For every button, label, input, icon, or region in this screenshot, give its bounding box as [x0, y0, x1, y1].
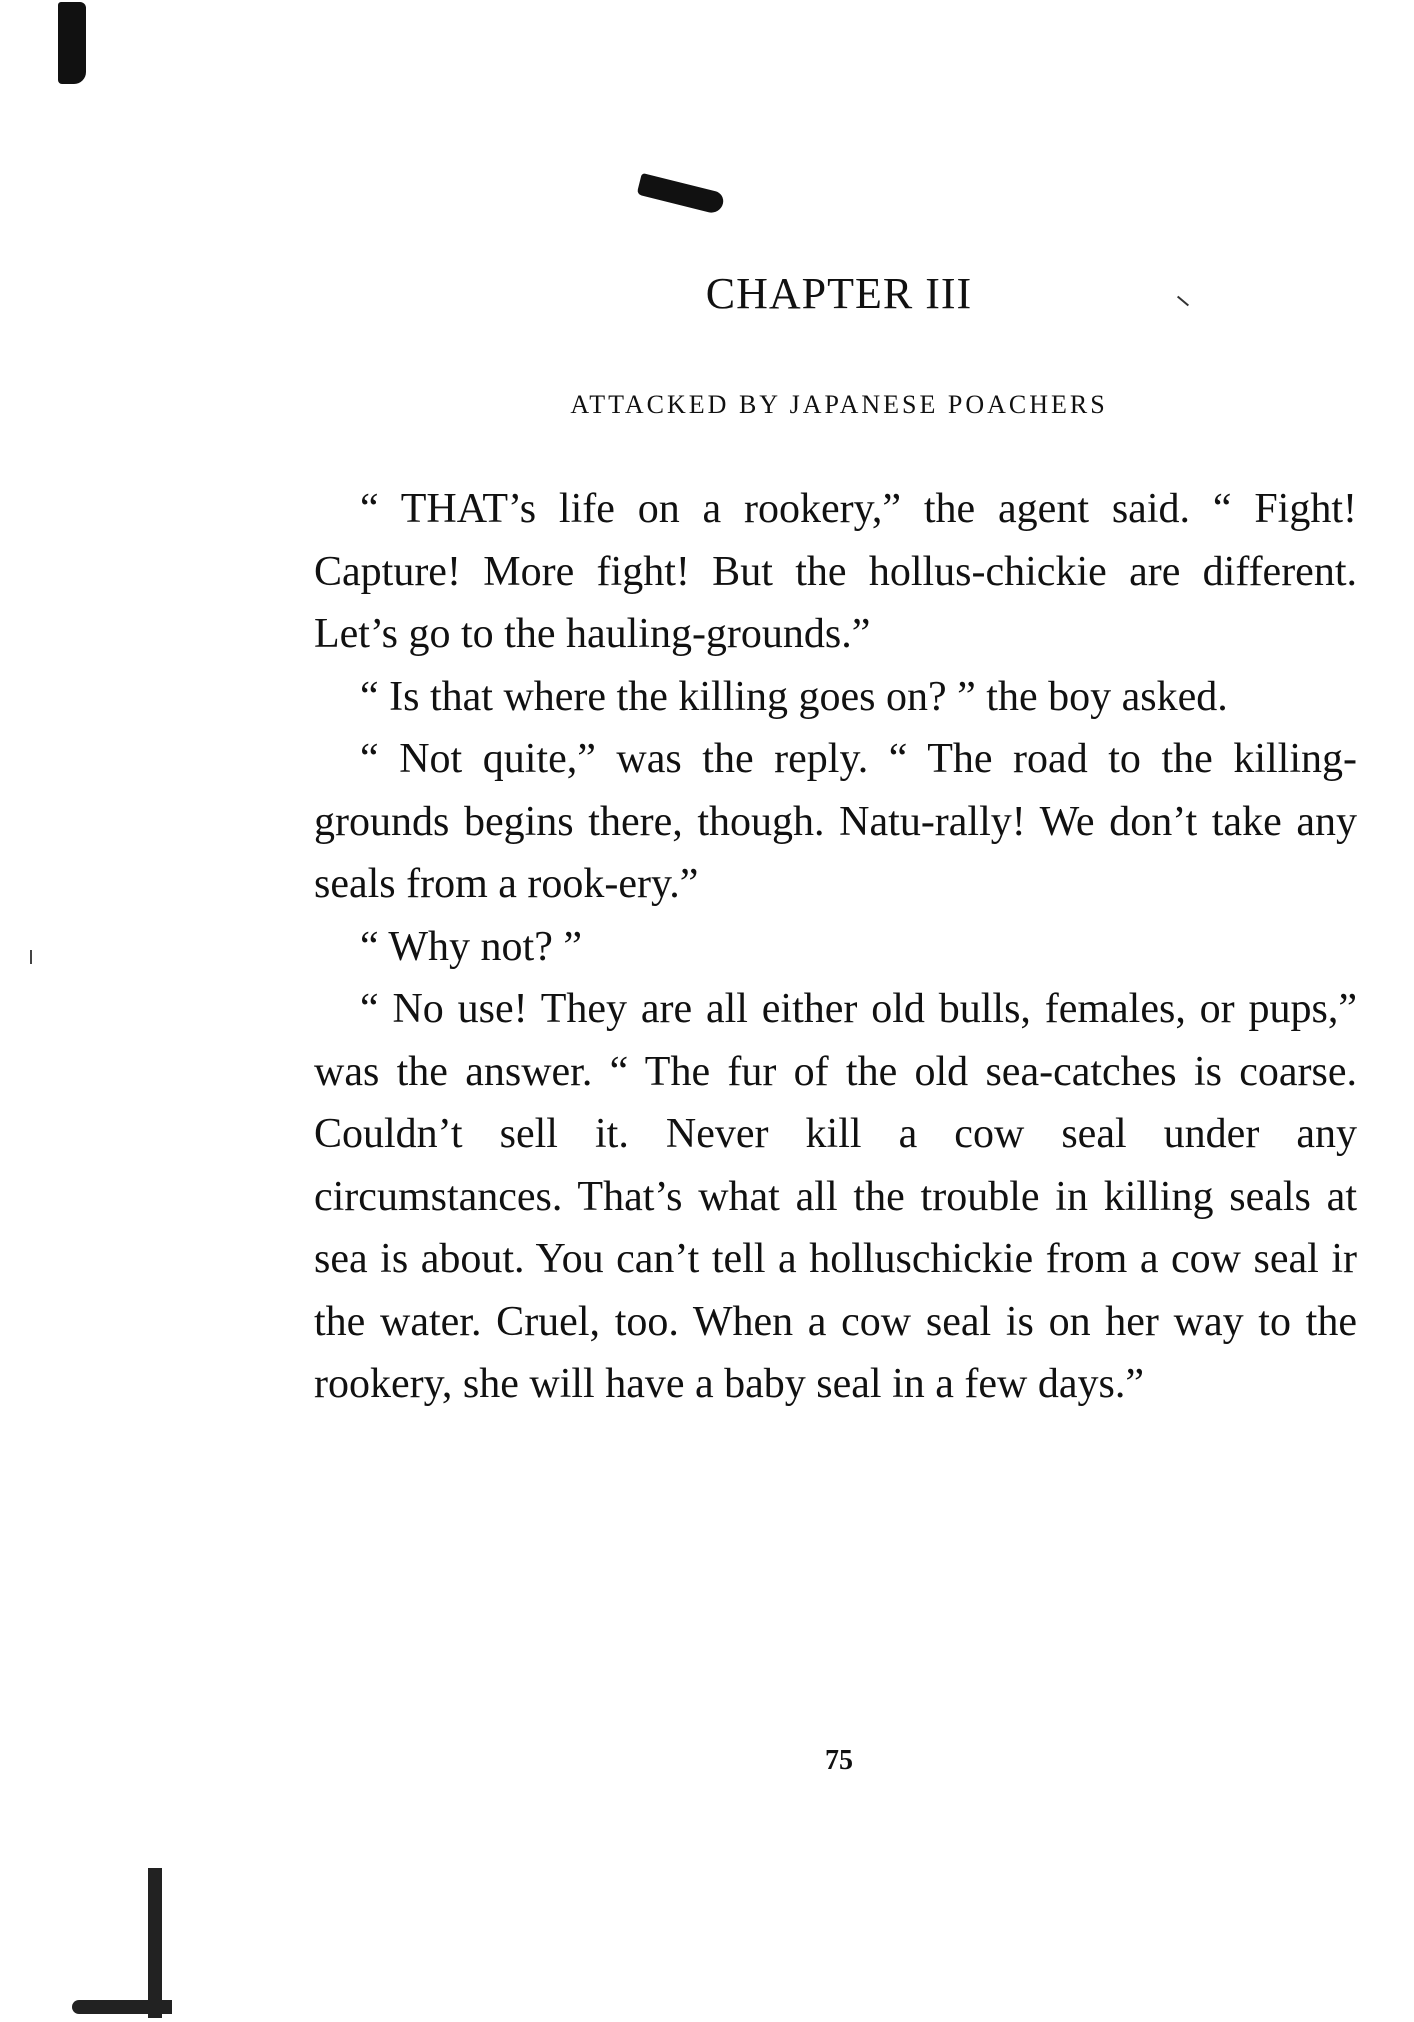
scan-smudge — [58, 2, 86, 84]
chapter-title: CHAPTER III — [705, 269, 973, 318]
scan-speck — [30, 950, 32, 964]
body-text — [314, 478, 1357, 1416]
paragraph: “ Not quite,” was the reply. “ The road to the killing-grounds begins there, though. Natu-rally! We don’t take any seals from a rook-ery.” — [314, 736, 1357, 907]
paragraph: “ THAT’s life on a rookery,” the agent said. “ Fight! Capture! More fight! But the hollus-chickie are different. Let’s go to the hauling-grounds.” — [314, 486, 1357, 657]
paragraph: “ Why not? ” — [360, 923, 582, 970]
paragraph: “ No use! They are all either old bulls, females, or pups,” was the answer. “ The fur of the old sea-catches is coarse. Couldn’t sell it. Never kill a cow seal under any circumstances. That’s what all the trouble in killing seals at sea is about. You can’t tell a holluschickie from a cow seal ir the water. Cruel, too. When a cow seal is on her way to the rookery, she will have a baby seal in a few days.” — [314, 986, 1357, 1407]
chapter-subtitle: ATTACKED BY JAPANESE POACHERS — [570, 390, 1108, 419]
paragraph: “ Is that where the killing goes on? ” the boy asked. — [360, 673, 1228, 720]
binding-shadow — [148, 1868, 162, 2018]
ornament-mark — [637, 173, 726, 215]
page-number: 75 — [825, 1745, 853, 1776]
binding-shadow — [72, 2000, 172, 2014]
